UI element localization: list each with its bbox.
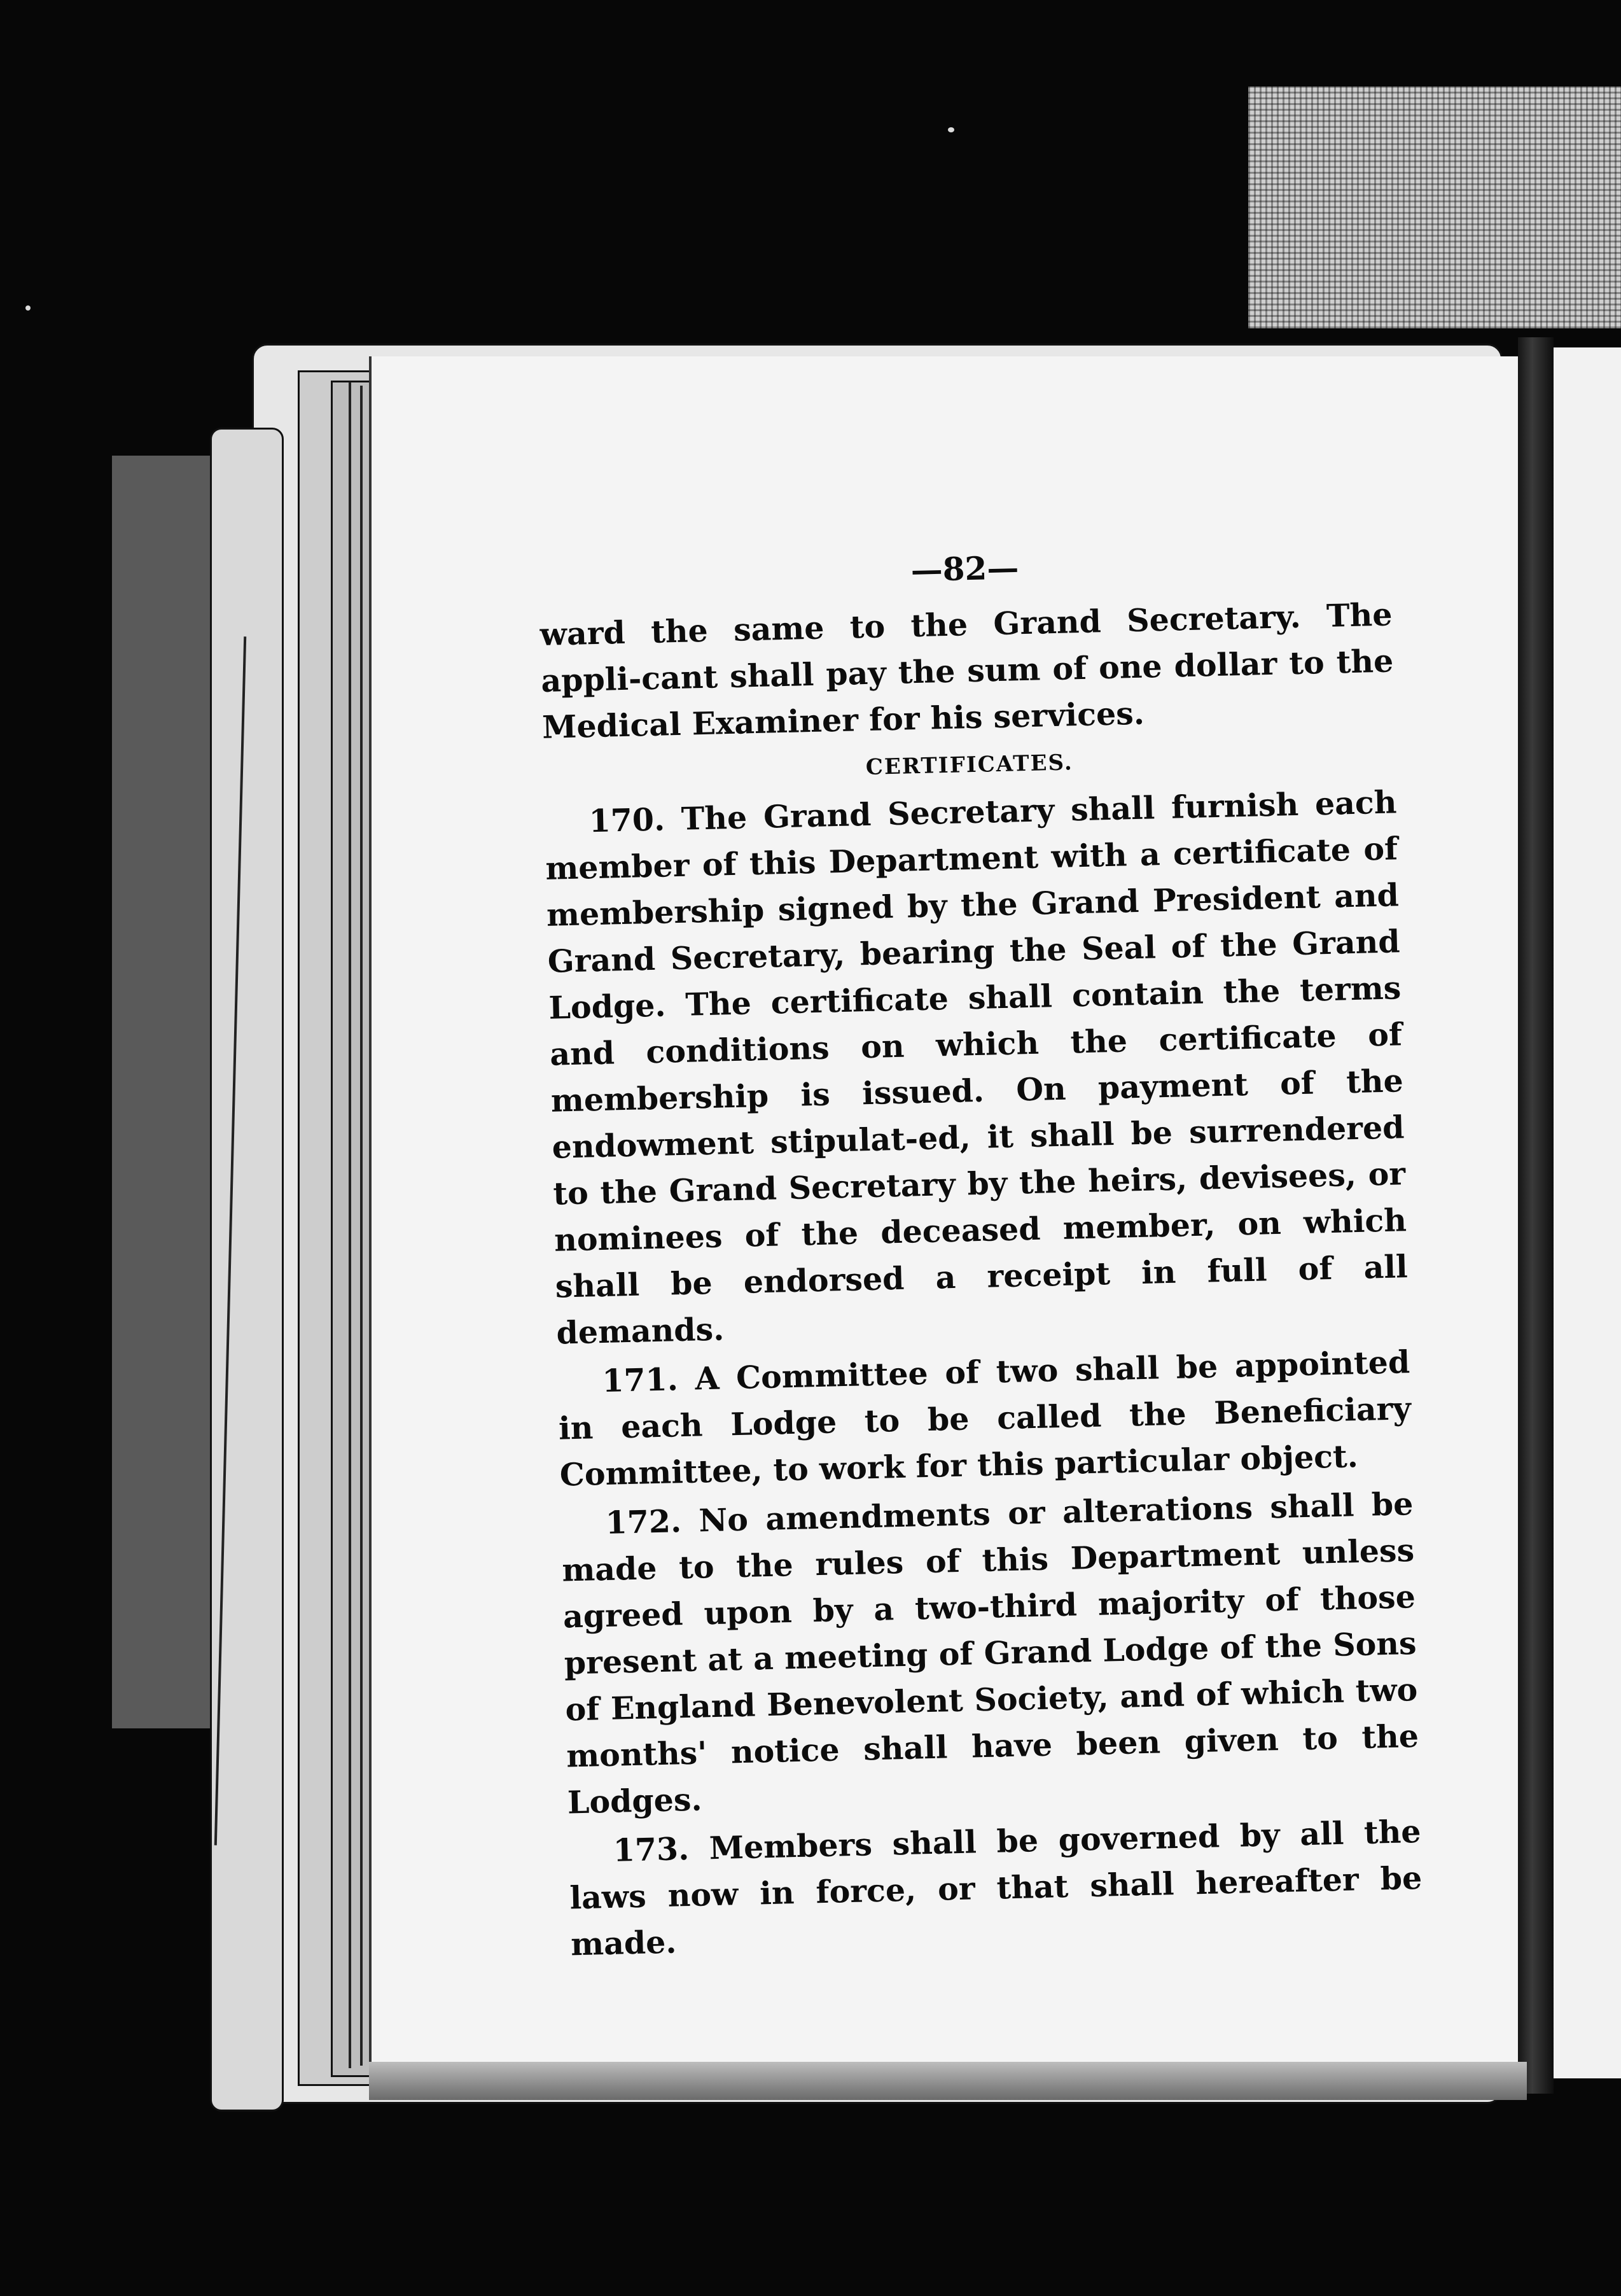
rule-171: 171. A Committee of two shall be appointed in each Lodge to be called the Beneficiary Committee, to work for this particular object. bbox=[558, 1343, 1412, 1494]
facing-page bbox=[1547, 347, 1621, 2078]
page-bottom-edge bbox=[369, 2062, 1527, 2100]
gauze-patch bbox=[1248, 87, 1621, 328]
dust-speck bbox=[948, 127, 954, 132]
dust-speck bbox=[25, 305, 31, 311]
paragraph-continuation: ward the same to the Grand Secretary. The appli-cant shall pay the sum of one dollar to the Medical Examiner for his services. bbox=[539, 596, 1394, 746]
page-edge-line bbox=[360, 386, 363, 2066]
page-edge-line bbox=[349, 382, 351, 2068]
rule-172: 172. No amendments or alterations shall be made to the rules of this Department unless agreed upon by a two-third majority of those present at a meeting of Grand Lodge of the Sons of England Benevolent Society, and of which two months' notice shall have been given to the Lodges. bbox=[561, 1485, 1419, 1821]
page-text bbox=[538, 540, 1424, 1970]
book-spine-edge bbox=[210, 428, 284, 2111]
rule-173: 173. Members shall be governed by all the laws now in force, or that shall hereafter be made. bbox=[569, 1812, 1423, 1963]
page-number: —82— bbox=[910, 549, 1019, 589]
rule-170: 170. The Grand Secretary shall furnish each member of this Department with a certificate of membership signed by the Grand President and Grand Secretary, bearing the Seal of the Grand Lodge. The certificate shall contain the terms and conditions on which the certificate of membership is issued. On payment of the endowment stipulat-ed, it shall be surrendered to the Grand Secretary by the heirs, devisees, or nominees of the deceased member, on which shall be endorsed a receipt in full of all demands. bbox=[545, 783, 1409, 1352]
book-gutter bbox=[1518, 337, 1554, 2094]
section-heading: CERTIFICATES. bbox=[865, 750, 1074, 780]
